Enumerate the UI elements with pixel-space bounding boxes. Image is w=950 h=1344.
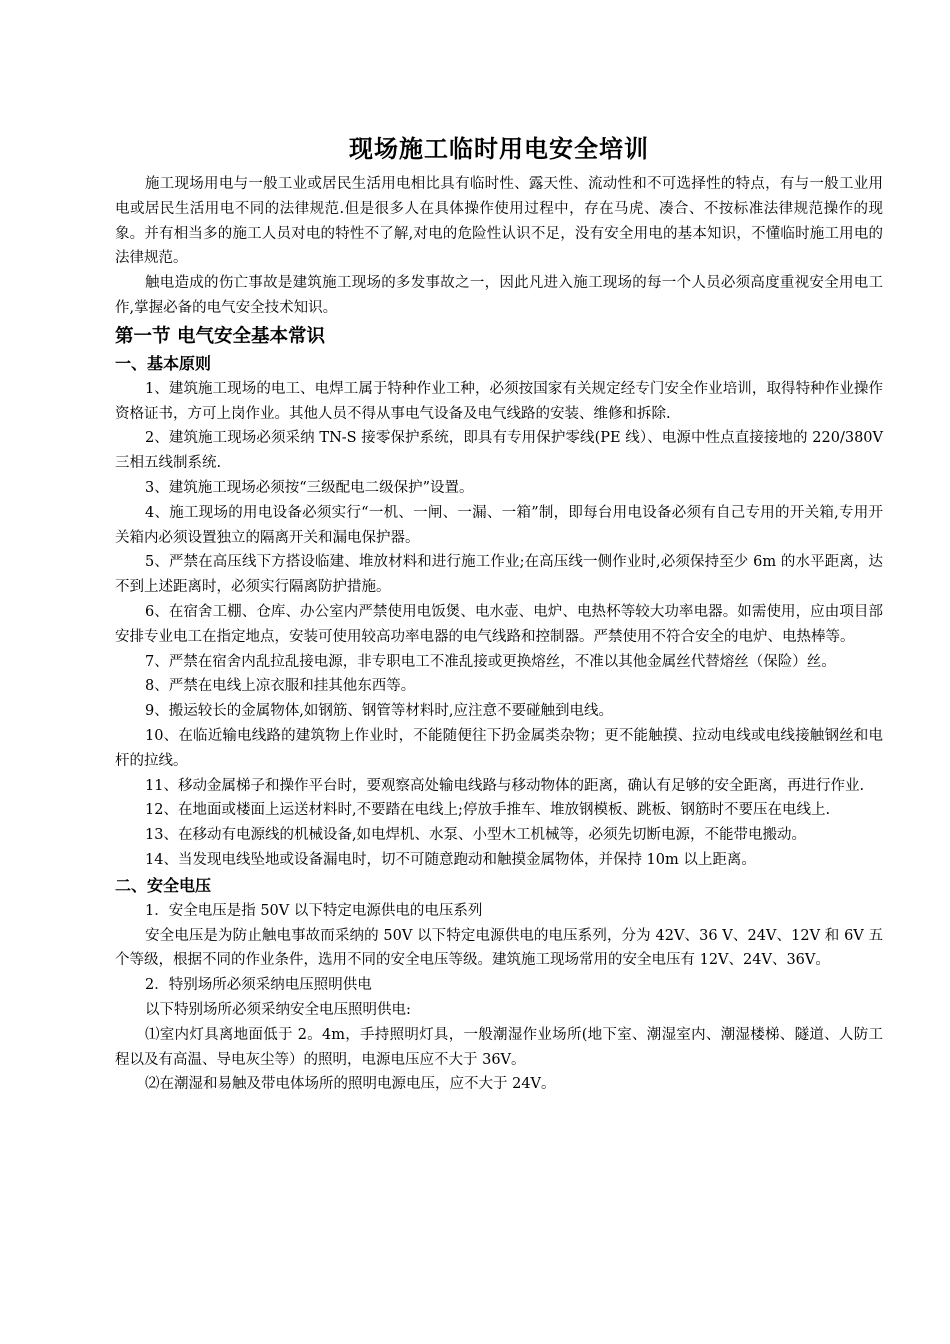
list-item: 1、建筑施工现场的电工、电焊工属于特种作业工种，必须按国家有关规定经专门安全作业培训，取得特种作业操作资格证书，方可上岗作业。其他人员不得从事电气设备及电气线路的安装、维修和拆除. [115, 380, 883, 422]
subsection-heading: 二、安全电压 [115, 875, 212, 895]
intro-paragraph: 施工现场用电与一般工业或居民生活用电相比具有临时性、露天性、流动性和不可选择性的特点，有与一般工业用电或居民生活用电不同的法律规范.但是很多人在具体操作使用过程中，存在马虎、凑合、不按标准法律规范操作的现象。并有相当多的施工人员对电的特性不了解,对电的危险性认识不足，没有安全用电的基本知识，不懂临时施工用电的法律规范。 [115, 176, 883, 267]
list-item: 14、当发现电线坠地或设备漏电时，切不可随意跑动和触摸金属物体，并保持 10m 以上距离。 [145, 851, 756, 868]
list-item: ⑴室内灯具离地面低于 2。4m，手持照明灯具，一般潮湿作业场所(地下室、潮湿室内、潮湿楼梯、隧道、人防工程以及有高温、导电灰尘等）的照明，电源电压应不大于 36V。 [115, 1026, 883, 1068]
subsection-heading: 一、基本原则 [115, 353, 212, 373]
body-paragraph: 安全电压是为防止触电事故而采纳的 50V 以下特定电源供电的电压系列，分为 42V、36 V、24V、12V 和 6V 五个等级，根据不同的作业条件，选用不同的安全电压等级。建筑施工现场常用的安全电压有 12V、24V、36V。 [115, 927, 883, 969]
list-item: 7、严禁在宿舍内乱拉乱接电源，非专职电工不准乱接或更换熔丝，不准以其他金属丝代替熔丝（保险）丝。 [145, 653, 836, 670]
list-item: 10、在临近输电线路的建筑物上作业时，不能随便往下扔金属类杂物；更不能触摸、拉动电线或电线接触钢丝和电杆的拉线。 [115, 727, 883, 769]
list-item: 4、施工现场的用电设备必须实行“一机、一闸、一漏、一箱”制，即每台用电设备必须有自己专用的开关箱,专用开关箱内必须设置独立的隔离开关和漏电保护器。 [115, 504, 883, 546]
section-heading: 第一节 电气安全基本常识 [115, 325, 325, 347]
list-item: 11、移动金属梯子和操作平台时，要观察高处输电线路与移动物体的距离，确认有足够的安全距离，再进行作业. [145, 777, 865, 794]
document-title: 现场施工临时用电安全培训 [349, 135, 649, 163]
list-item: 12、在地面或楼面上运送材料时,不要踏在电线上;停放手推车、堆放钢模板、跳板、钢筋时不要压在电线上. [145, 802, 831, 819]
list-item: 2．特别场所必须采纳电压照明供电 [145, 977, 372, 994]
list-item: 5、严禁在高压线下方搭设临建、堆放材料和进行施工作业;在高压线一侧作业时,必须保持至少 6m 的水平距离，达不到上述距离时，必须实行隔离防护措施。 [115, 554, 883, 596]
list-item: 9、搬运较长的金属物体,如钢筋、钢管等材料时,应注意不要碰触到电线。 [145, 703, 613, 720]
body-paragraph: 以下特别场所必须采纳安全电压照明供电: [145, 1001, 411, 1018]
list-item: ⑵在潮湿和易触及带电体场所的照明电源电压，应不大于 24V。 [145, 1076, 556, 1093]
list-item: 13、在移动有电源线的机械设备,如电焊机、水泵、小型木工机械等，必须先切断电源，不能带电搬动。 [145, 827, 807, 844]
list-item: 6、在宿舍工棚、仓库、办公室内严禁使用电饭煲、电水壶、电炉、电热杯等较大功率电器。如需使用，应由项目部安排专业电工在指定地点，安装可使用较高功率电器的电气线路和控制器。严禁使用不符合安全的电炉、电热棒等。 [115, 603, 883, 645]
list-item: 1．安全电压是指 50V 以下特定电源供电的电压系列 [145, 902, 483, 919]
list-item: 3、建筑施工现场必须按“三级配电二级保护”设置。 [145, 479, 474, 496]
intro-paragraph: 触电造成的伤亡事故是建筑施工现场的多发事故之一，因此凡进入施工现场的每一个人员必须高度重视安全用电工作,掌握必备的电气安全技术知识。 [115, 275, 883, 316]
list-item: 2、建筑施工现场必须采纳 TN-S 接零保护系统，即具有专用保护零线(PE 线）、电源中性点直接接地的 220/380V 三相五线制系统. [115, 430, 883, 472]
document-page [115, 130, 883, 1097]
list-item: 8、严禁在电线上凉衣服和挂其他东西等。 [145, 678, 416, 695]
